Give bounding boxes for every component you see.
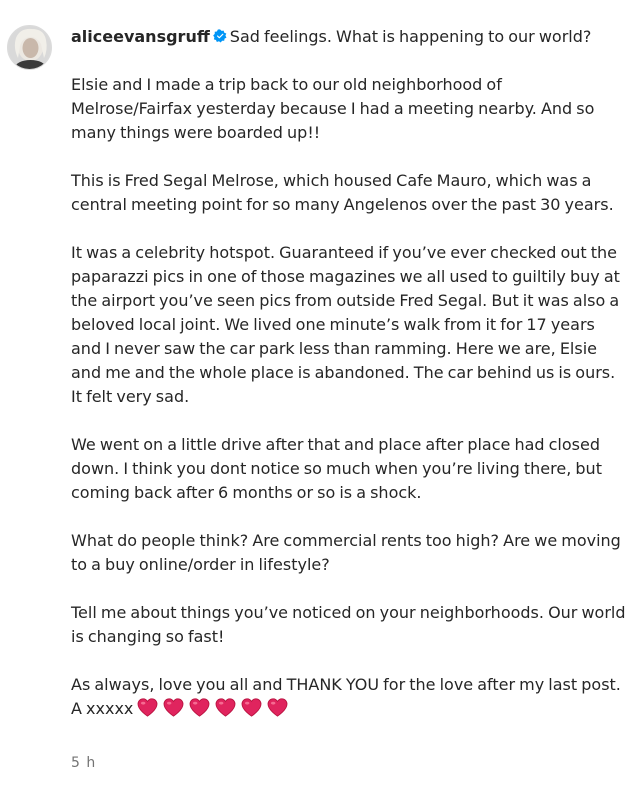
red-heart-icon [215, 698, 236, 717]
red-heart-icon [189, 698, 210, 717]
caption-paragraph-5: What do people think? Are commercial rents too high? Are we moving to a buy online/order in lifestyle? [71, 531, 621, 574]
caption-paragraph-6: Tell me about things you’ve noticed on your neighborhoods. Our world is changing so fast! [71, 603, 626, 646]
verified-badge-icon [213, 26, 227, 40]
post-timestamp[interactable]: 5 h [71, 755, 97, 771]
red-heart-icon [241, 698, 262, 717]
avatar[interactable] [7, 25, 52, 70]
username-link[interactable]: aliceevansgruff [71, 27, 210, 46]
caption-closing-text: As always, love you all and THANK YOU for the love after my last post. A xxxxx [71, 675, 621, 718]
caption-paragraph-3: It was a celebrity hotspot. Guaranteed if you’ve ever checked out the paparazzi pics in one of those magazines we all used to guiltily buy at the airport you’ve seen pics from outside Fred Segal. But it was also a beloved local joint. We lived one minute’s walk from it for 17 years and I never saw the car park less than ramming. Here we are, Elsie and me and the whole place is abandoned. The car behind us is ours. It felt very sad. [71, 243, 620, 406]
red-heart-icon [163, 698, 184, 717]
red-heart-icon [267, 698, 288, 717]
caption-paragraph-2: This is Fred Segal Melrose, which housed Cafe Mauro, which was a central meeting point for so many Angelenos over the past 30 years. [71, 171, 614, 214]
caption-first-line [71, 25, 626, 49]
caption-paragraph-4: We went on a little drive after that and place after place had closed down. I think you dont notice so much when you’re living there, but coming back after 6 months or so is a shock. [71, 435, 602, 502]
caption-text [71, 25, 626, 748]
hearts-row [137, 698, 293, 724]
caption-paragraph-7 [71, 673, 626, 724]
caption-paragraph-1: Elsie and I made a trip back to our old neighborhood of Melrose/Fairfax yesterday because I had a meeting nearby. And so many things were boarded up!! [71, 75, 595, 142]
caption-headline: Sad feelings. What is happening to our world? [229, 27, 592, 46]
red-heart-icon [137, 698, 158, 717]
